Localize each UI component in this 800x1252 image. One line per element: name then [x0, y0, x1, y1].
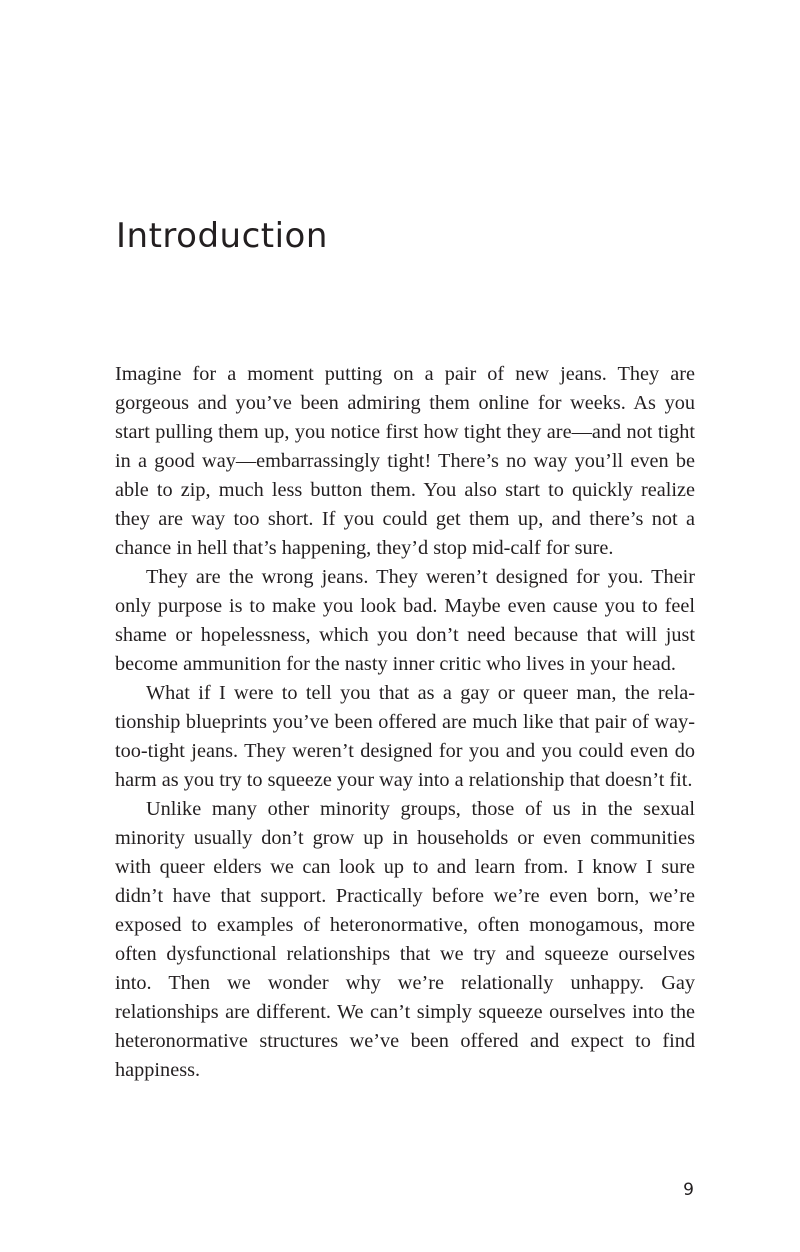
paragraph-3: What if I were to tell you that as a gay or queer man, the relationship blueprints you’ve been offered are much like that pair of way-too-tight jeans. They weren’t designed for you and you could even do harm as you try to squeeze your way into a relationship that doesn’t fit. — [115, 682, 695, 791]
paragraph-1: Imagine for a moment putting on a pair of new jeans. They are gorgeous and you’ve been admiring them online for weeks. As you start pulling them up, you notice first how tight they are—and not tight in a good way—embarrassingly tight! There’s no way you’ll even be able to zip, much less button them. You also start to quickly realize they are way too short. If you could get them up, and there’s not a chance in hell that’s happening, they’d stop mid-calf for sure. — [115, 363, 695, 559]
chapter-title: Introduction — [116, 216, 328, 256]
page-number: 9 — [683, 1180, 694, 1200]
chapter-body — [115, 360, 695, 1085]
paragraph-2: They are the wrong jeans. They weren’t designed for you. Their only purpose is to make you look bad. Maybe even cause you to feel shame or hopelessness, which you don’t need because that will just become ammunition for the nasty inner critic who lives in your head. — [115, 566, 695, 675]
paragraph-4: Unlike many other minority groups, those of us in the sexual minority usually don’t grow up in households or even communities with queer elders we can look up to and learn from. I know I sure didn’t have that support. Practically before we’re even born, we’re exposed to examples of heteronormative, often monogamous, more often dysfunctional relationships that we try and squeeze ourselves into. Then we wonder why we’re relationally unhappy. Gay relationships are different. We can’t simply squeeze ourselves into the heteronormative structures we’ve been offered and expect to find happiness. — [115, 798, 695, 1081]
